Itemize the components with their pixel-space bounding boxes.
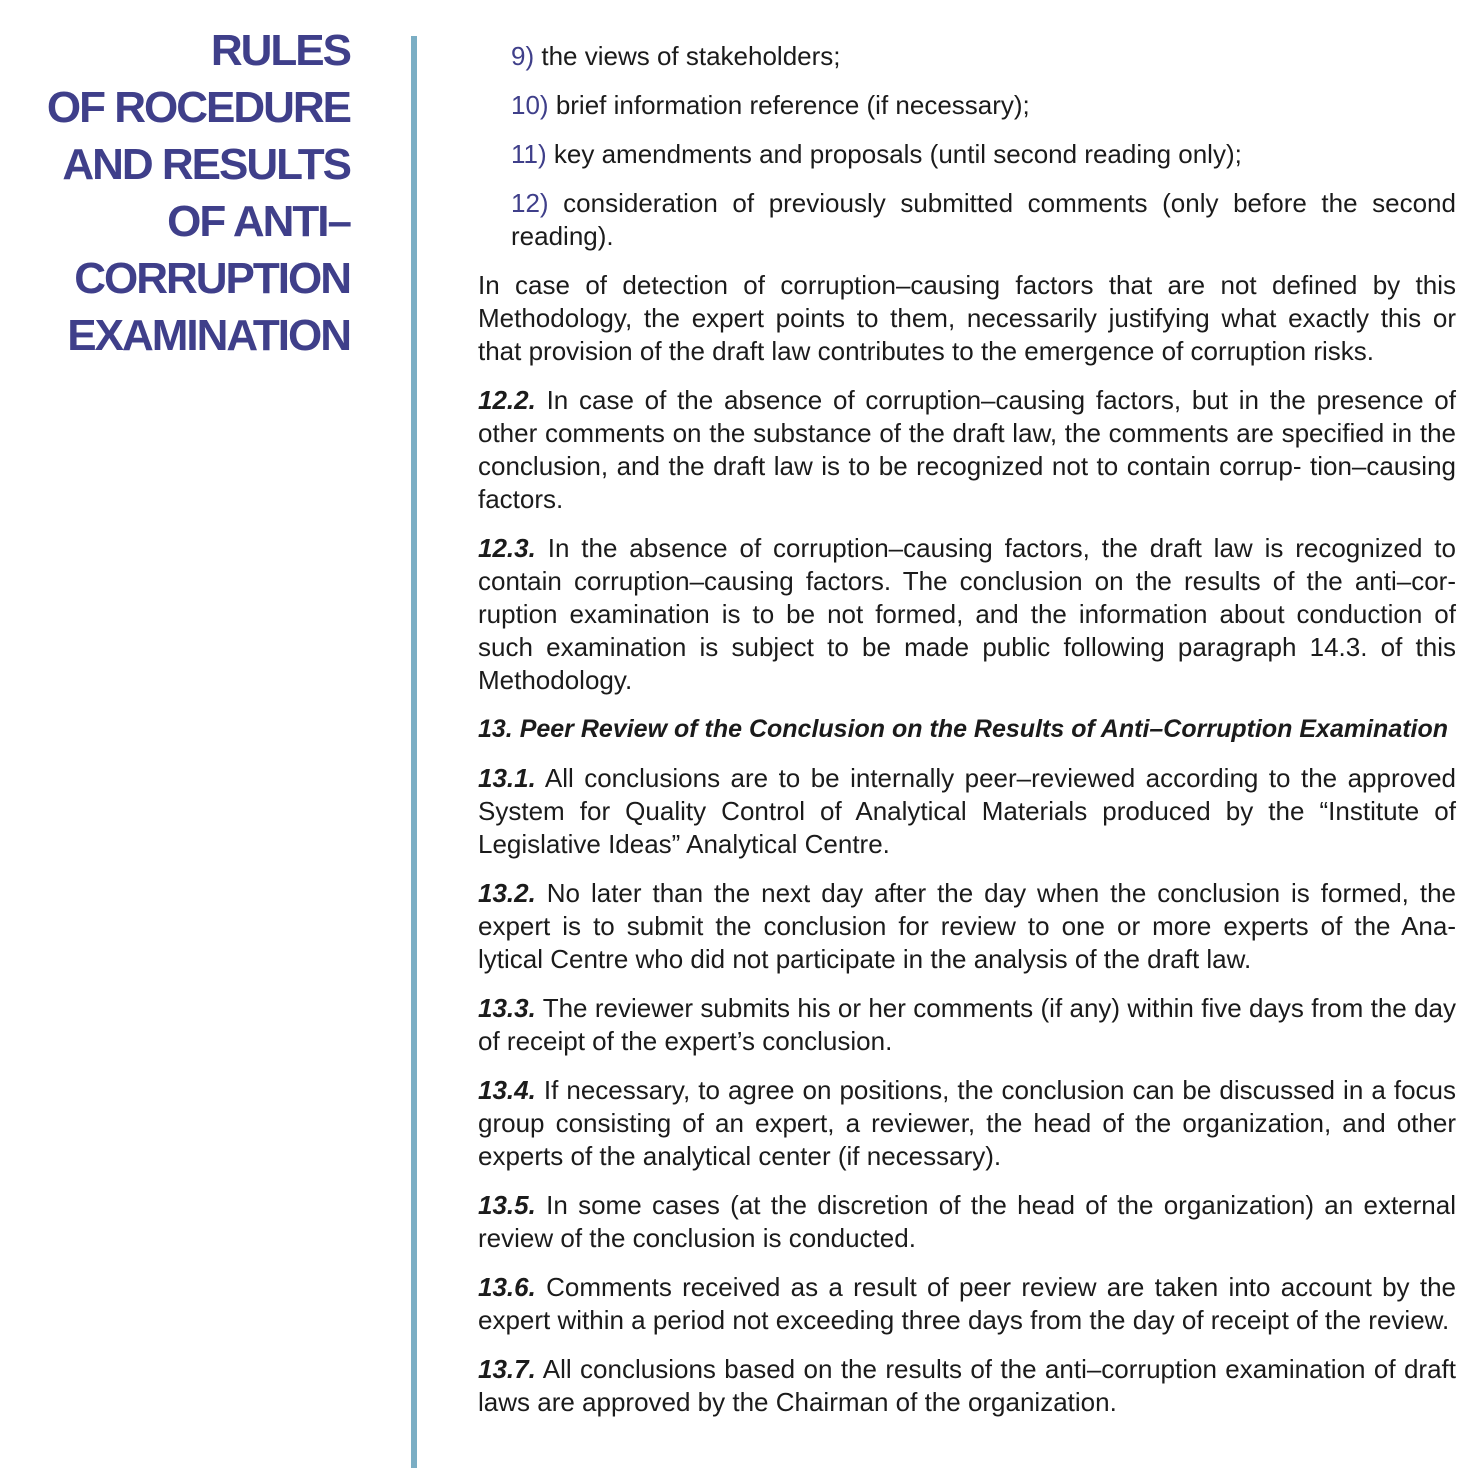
list-item-text: consideration of previously submitted comments (only before the second reading). xyxy=(511,188,1456,251)
section-text: The reviewer submits his or her comments (if any) within five days from the day of receipt of the expert’s conclusion. xyxy=(478,993,1456,1056)
list-item xyxy=(478,89,1456,122)
section-text: All conclusions are to be internally peer–reviewed according to the approved System for Quality Control of Analytical Materials produced by the “Institute of Legislative Ideas” Analytical Centre. xyxy=(478,763,1456,859)
section-number: 13.5. xyxy=(478,1190,536,1220)
section-paragraph xyxy=(478,1271,1456,1337)
section-text: No later than the next day after the day when the conclusion is formed, the expert is to submit the conclusion for review to one or more experts of the Ana- lytical Centre who did not participate in the analysis of the draft law. xyxy=(478,878,1456,974)
section-text: In case of the absence of corruption–causing factors, but in the presence of other comments on the substance of the draft law, the comments are specified in the conclusion, and the draft law is to be recognized not to contain corrup- tion–causing factors. xyxy=(478,385,1456,514)
section-heading: 13. Peer Review of the Conclusion on the Results of Anti–Corruption Examination xyxy=(478,715,1449,743)
intro-paragraph: In case of detection of corruption–causing factors that are not defined by this Methodology, the expert points to them, necessarily justifying what exactly this or that provision of the draft law contributes to the emergence of corruption risks. xyxy=(478,270,1456,366)
section-text: Comments received as a result of peer review are taken into account by the expert within a period not exceeding three days from the day of receipt of the review. xyxy=(478,1272,1456,1335)
list-item-text: brief information reference (if necessary); xyxy=(555,90,1030,120)
sidebar-title-line: CORRUPTION xyxy=(74,254,350,303)
list-item xyxy=(478,40,1456,73)
section-paragraph xyxy=(478,762,1456,861)
document-body xyxy=(478,40,1456,1435)
list-item-text: key amendments and proposals (until second reading only); xyxy=(553,139,1242,169)
list-item xyxy=(478,187,1456,253)
section-paragraph xyxy=(478,992,1456,1058)
sidebar-title-line: AND RESULTS xyxy=(62,140,350,189)
sidebar-title xyxy=(20,22,350,364)
list-item-number: 11) xyxy=(511,139,547,169)
section-number: 12.3. xyxy=(478,533,536,563)
section-paragraph xyxy=(478,1189,1456,1255)
section-number: 12.2. xyxy=(478,385,536,415)
vertical-divider xyxy=(411,36,417,1468)
section-text: If necessary, to agree on positions, the conclusion can be discussed in a focus group consisting of an expert, a reviewer, the head of the organization, and other experts of the analytical center (if necessary). xyxy=(478,1075,1456,1171)
section-text: In some cases (at the discretion of the head of the organization) an external review of the conclusion is conducted. xyxy=(478,1190,1456,1253)
list-item-number: 12) xyxy=(511,188,549,218)
section-paragraph xyxy=(478,877,1456,976)
sidebar-title-line: OF ANTI– xyxy=(167,197,350,246)
sidebar-title-line: RULES xyxy=(210,26,350,75)
section-number: 13.2. xyxy=(478,878,536,908)
section-paragraph xyxy=(478,532,1456,697)
section-paragraph xyxy=(478,1353,1456,1419)
section-number: 13.6. xyxy=(478,1272,536,1302)
list-item-text: the views of stakeholders; xyxy=(541,41,841,71)
section-number: 13.1. xyxy=(478,763,536,793)
sidebar-title-line: EXAMINATION xyxy=(67,311,350,360)
section-paragraph xyxy=(478,1074,1456,1173)
section-text: In the absence of corruption–causing factors, the draft law is recognized to contain corruption–causing factors. The conclusion on the results of the anti–cor- ruption examination is to be not formed, and the information about conduction of such examination is subject to be made public following paragraph 14.3. of this Methodology. xyxy=(478,533,1456,695)
section-paragraph xyxy=(478,384,1456,516)
list-item-number: 9) xyxy=(511,41,535,71)
list-item-number: 10) xyxy=(511,90,549,120)
list-item xyxy=(478,138,1456,171)
section-number: 13.4. xyxy=(478,1075,536,1105)
section-text: All conclusions based on the results of the anti–corruption examination of draft laws are approved by the Chairman of the organization. xyxy=(478,1354,1456,1417)
section-number: 13.3. xyxy=(478,993,536,1023)
sidebar-title-line: OF ROCEDURE xyxy=(46,83,350,132)
section-number: 13.7. xyxy=(478,1354,536,1384)
